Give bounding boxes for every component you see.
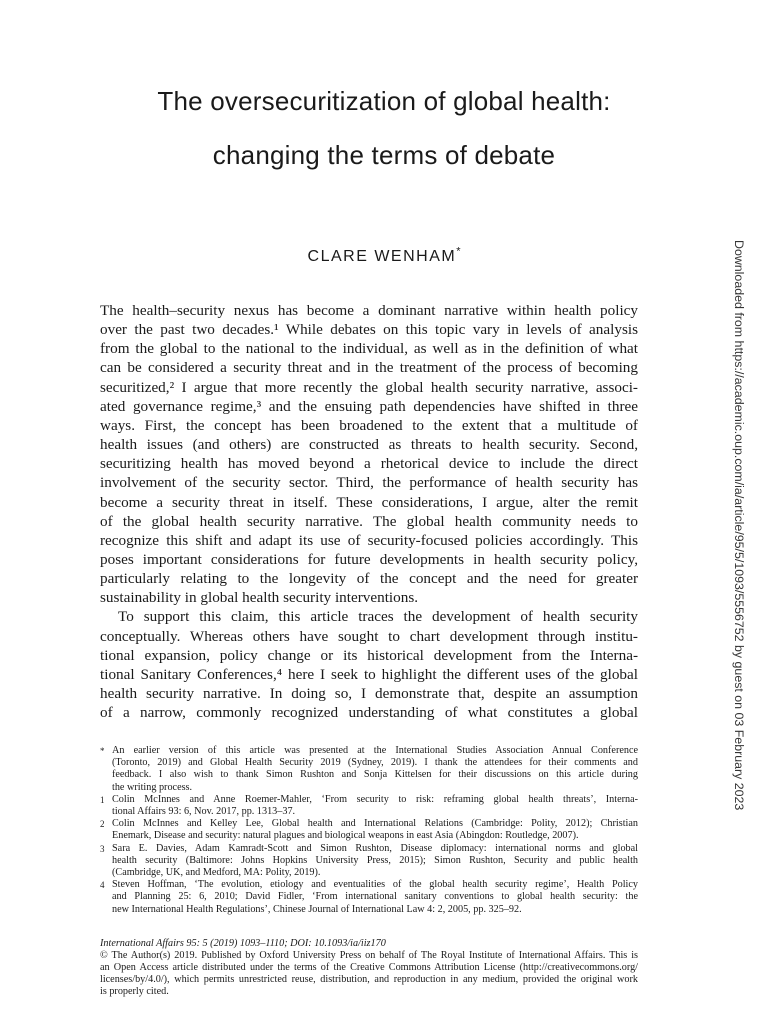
author-byline: [0, 245, 768, 266]
body-line: To support this claim, this article traces the development of health security: [118, 608, 638, 626]
body-line: tional expansion, policy change or its historical development from the Interna-: [100, 646, 638, 664]
author-name: CLARE WENHAM: [307, 248, 457, 265]
footnote-line: tional Affairs 93: 6, Nov. 2017, pp. 1313–37.: [112, 806, 296, 818]
body-line: tional Sanitary Conferences,⁴ here I seek to highlight the different uses of the global: [100, 665, 638, 683]
footnote-line: (Cambridge, UK, and Medford, MA: Polity, 2019).: [112, 867, 321, 879]
footnote-line: the writing process.: [112, 781, 193, 793]
footnote-line: An earlier version of this article was presented at the International Studies Association Annual Conference: [112, 745, 638, 756]
footnote-line: health security (Baltimore: Johns Hopkins University Press, 2015); Simon Rushton, Security and public health: [112, 854, 638, 866]
footnote: [100, 879, 638, 916]
download-side-note: [730, 240, 748, 815]
license-line: is properly cited.: [100, 986, 169, 998]
footnote-line: and Planning 25: 6, 2010; David Fidler, ‘From international sanitary conventions to global health security: the: [112, 891, 638, 903]
body-line: from the global to the national to the individual, as well as in the definition of what: [100, 340, 638, 358]
body-line: The health–security nexus has become a dominant narrative within health policy: [100, 302, 638, 319]
body-line: particularly relating to the longevity of the concept and the need for greater: [100, 570, 638, 588]
article-title-line-2: changing the terms of debate: [212, 140, 556, 170]
body-line: of a narrow, commonly recognized understanding of what constitutes a global: [100, 704, 638, 722]
license-line: an Open Access article distributed under the terms of the Creative Commons Attribution License (http://creativecommons.org/: [100, 962, 638, 974]
footnote: [100, 843, 638, 880]
body-line: securitized,² I argue that more recently the global health security narrative, associ-: [100, 378, 638, 396]
body-line: can be considered a security threat and in the treatment of the process of becoming: [100, 359, 638, 377]
footnote: [100, 745, 638, 794]
body-line: ated governance regime,³ and the ensuing path dependencies have shifted in three: [100, 397, 638, 415]
footnote-mark: 4: [100, 880, 105, 891]
article-title-line-1: The oversecuritization of global health:: [157, 86, 611, 116]
footnote-line: Steven Hoffman, ‘The evolution, etiology and eventualities of the global health security regime’, Health Policy: [112, 879, 638, 891]
footnote-mark: 2: [100, 819, 105, 830]
body-paragraph-2: [100, 607, 638, 722]
footnote: [100, 818, 638, 842]
download-side-note-text: Downloaded from https://academic.oup.com/ia/article/95/5/1093/5556752 by guest on 03 February 2023: [732, 240, 746, 811]
body-line: ways. First, the concept has been broadened to the extent that a multitude of: [100, 416, 638, 434]
body-line: over the past two decades.¹ While debates on this topic vary in levels of analysis: [100, 321, 638, 339]
footnote-mark: 1: [100, 794, 105, 805]
footnote-mark: *: [100, 746, 105, 756]
body-line: conceptually. Whereas others have sought to chart development through institu-: [100, 627, 638, 645]
footnote-line: (Toronto, 2019) and Global Health Security 2019 (Sydney, 2019). I thank the attendees for their comments and: [112, 757, 638, 769]
body-paragraph-1: [100, 301, 638, 608]
body-line: of the global health security narrative. The global health community needs to: [100, 512, 638, 530]
footnote: [100, 794, 638, 818]
footnote-line: Enemark, Disease and security: natural plagues and biological weapons in east Asia (Abingdon: Routledge, 2007).: [112, 830, 579, 842]
author-footnote-mark: *: [456, 245, 461, 258]
footnote-line: Colin McInnes and Kelley Lee, Global health and International Relations (Cambridge: Polity, 2012); Christian: [112, 818, 638, 830]
body-line: health issues (and others) are constructed as threats to health security. Second,: [100, 436, 638, 454]
body-line: health security narrative. In doing so, I demonstrate that, despite an assumption: [100, 685, 638, 703]
body-line: recognize this shift and adapt its use of security-focused policies accordingly. This: [100, 531, 638, 549]
body-line: poses important considerations for future developments in health security policy,: [100, 551, 638, 569]
publication-info: [100, 938, 638, 998]
body-line: involvement of the security sector. Third, the performance of health security has: [100, 474, 638, 492]
footnote-line: new International Health Regulations’, Chinese Journal of International Law 4: 2, 2005, pp. 325–92.: [112, 903, 522, 915]
license-line: © The Author(s) 2019. Published by Oxford University Press on behalf of The Royal Institute of International Affairs. This is: [100, 950, 638, 962]
body-line: securitizing health has moved beyond a rhetorical device to include the direct: [100, 455, 638, 473]
footnote-line: Colin McInnes and Anne Roemer-Mahler, ‘From security to risk: reframing global health threats’, Interna-: [112, 793, 638, 805]
body-line: sustainability in global health security interventions.: [100, 589, 419, 607]
footnote-mark: 3: [100, 843, 105, 854]
footnote-line: feedback. I also wish to thank Simon Rushton and Sonja Kittelsen for their discussions on this article during: [112, 769, 638, 781]
footnote-line: Sara E. Davies, Adam Kamradt-Scott and Simon Rushton, Disease diplomacy: international norms and global: [112, 842, 638, 854]
body-line: become a security threat in itself. These considerations, I argue, alter the remit: [100, 493, 638, 511]
footnotes: [100, 745, 638, 916]
journal-citation: International Affairs 95: 5 (2019) 1093–1110; DOI: 10.1093/ia/iiz170: [100, 938, 386, 949]
license-line: licenses/by/4.0/), which permits unrestricted reuse, distribution, and reproduction in any medium, provided the original work: [100, 974, 638, 986]
